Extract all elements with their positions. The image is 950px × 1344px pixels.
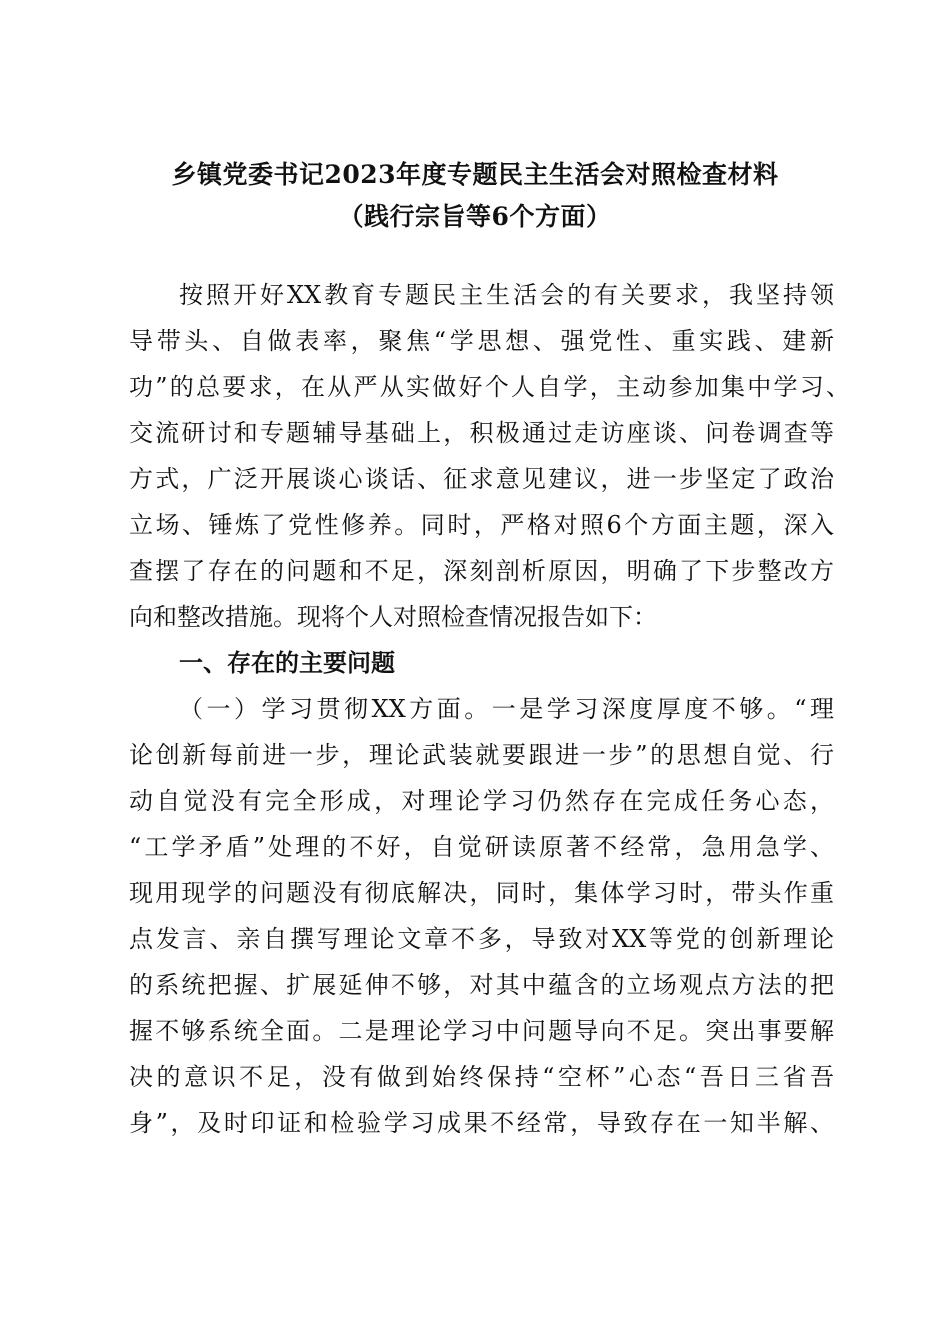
body-line: 身”，及时印证和检验学习成果不经常，导致存在一知半解、	[129, 1109, 834, 1137]
body-line: （一）学习贯彻XX方面。一是学习深度厚度不够。“理	[179, 695, 834, 723]
section-heading: 一、存在的主要问题	[179, 649, 395, 677]
body-line: 点发言、亲自撰写理论文章不多，导致对XX等党的创新理论	[129, 925, 834, 953]
intro-line: 功”的总要求，在从严从实做好个人自学，主动参加集中学习、	[129, 373, 850, 401]
body-line: 动自觉没有完全形成，对理论学习仍然存在完成任务心态，	[129, 787, 834, 815]
body-line: 论创新每前进一步，理论武装就要跟进一步”的思想自觉、行	[129, 741, 834, 769]
intro-line: 立场、锤炼了党性修养。同时，严格对照6个方面主题，深入	[129, 511, 834, 539]
document-subtitle: （践行宗旨等6个方面）	[338, 202, 612, 231]
intro-line: 交流研讨和专题辅导基础上，积极通过走访座谈、问卷调查等	[129, 419, 834, 447]
body-line: 现用现学的问题没有彻底解决，同时，集体学习时，带头作重	[129, 879, 834, 907]
intro-line: 导带头、自做表率，聚焦“学思想、强党性、重实践、建新	[129, 327, 834, 355]
intro-line: 方式，广泛开展谈心谈话、征求意见建议，进一步坚定了政治	[129, 465, 834, 493]
body-line: 握不够系统全面。二是理论学习中问题导向不足。突出事要解	[129, 1017, 834, 1045]
body-line: “工学矛盾”处理的不好，自觉研读原著不经常，急用急学、	[129, 833, 834, 861]
intro-line: 查摆了存在的问题和不足，深刻剖析原因，明确了下步整改方	[129, 557, 834, 585]
intro-line: 向和整改措施。现将个人对照检查情况报告如下：	[129, 603, 657, 631]
intro-line: 按照开好XX教育专题民主生活会的有关要求，我坚持领	[179, 281, 834, 309]
body-line: 的系统把握、扩展延伸不够，对其中蕴含的立场观点方法的把	[129, 971, 834, 999]
body-line: 决的意识不足，没有做到始终保持“空杯”心态“吾日三省吾	[129, 1063, 834, 1091]
document-title: 乡镇党委书记2023年度专题民主生活会对照检查材料	[171, 160, 779, 189]
